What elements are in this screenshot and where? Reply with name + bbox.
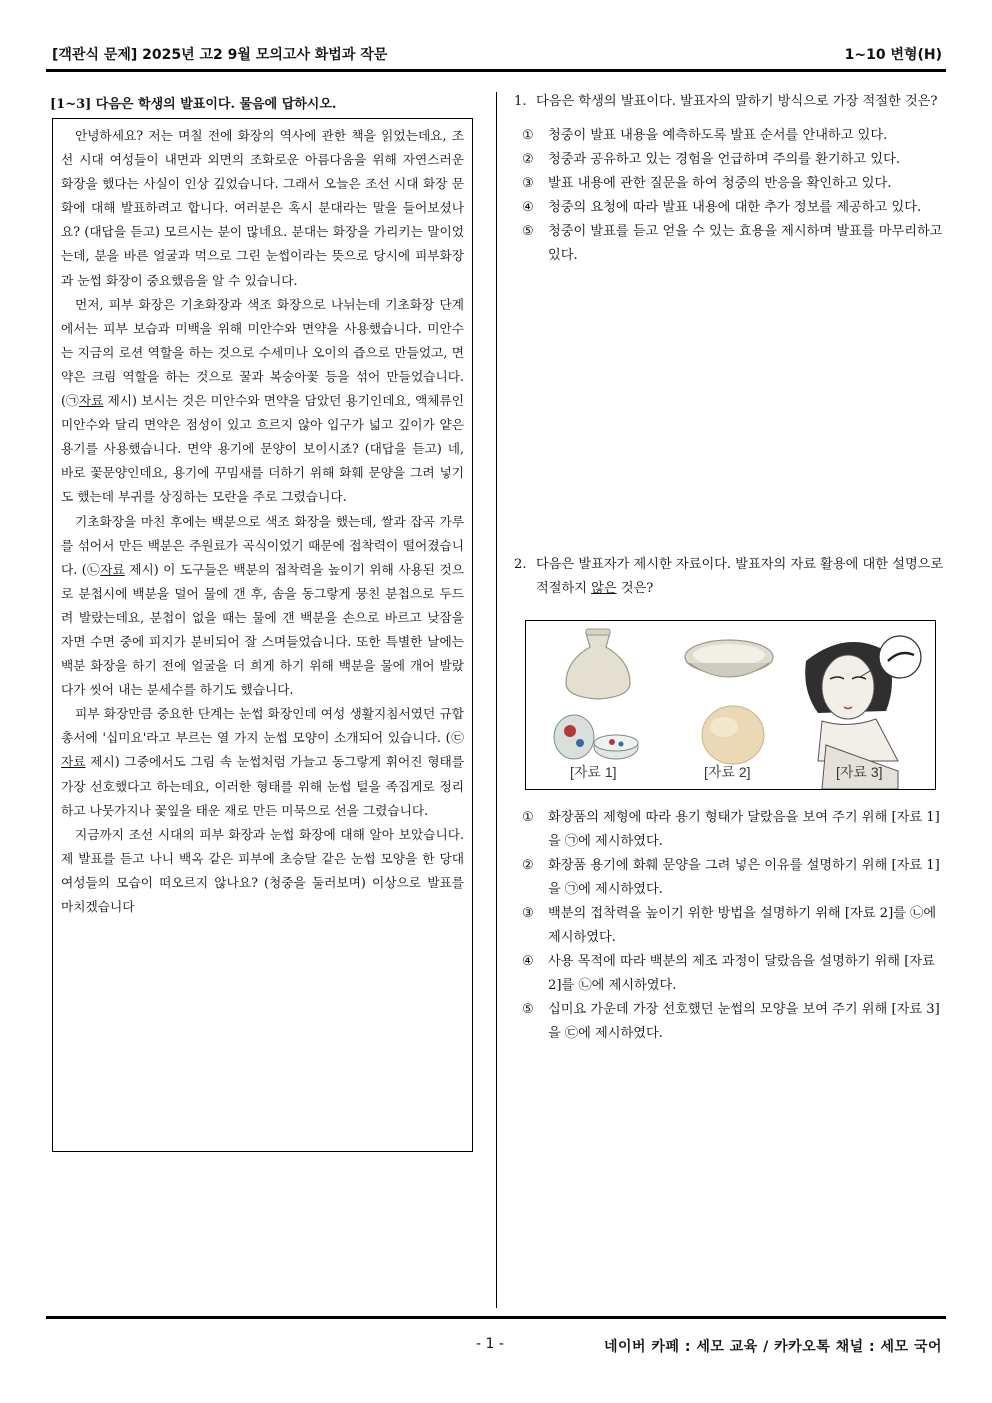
material-ref-2: 자료 — [100, 561, 125, 577]
header-range: 1~10 변형(H) — [844, 47, 942, 63]
q2-option-1[interactable]: ① 화장품의 제형에 따라 용기 형태가 달랐음을 보여 주기 위해 [자료 1]을 ㉠에 제시하였다. — [522, 810, 940, 849]
column-divider — [496, 92, 497, 1308]
cream-dish-icon — [685, 640, 773, 677]
question-1-options — [514, 124, 946, 268]
passage-paragraph-2: 먼저, 피부 화장은 기초화장과 색조 화장으로 나뉘는데 기초화장 단계에서는 피부 보습과 미백을 위해 미안수와 면약을 사용했습니다. 미안수는 지금의 로션 역할을 하는 것으로 수세미나 오이의 즙으로 만들었고, 면약은 크림 역할을 하는 것으로 꿀과 복숭아꽃 등을 섞어 만들었습니다. (㉠자료 제시) 보시는 것은 미안수와 면약을 담았던 용기인데요, 액체류인 미안수와 달리 면약은 점성이 있고 흐르지 않아 입구가 넓고 깊이가 얕은 용기를 사용했습니다. 면약 용기에 문양이 보이시죠? (대답을 듣고) 네, 바로 꽃문양인데요, 용기에 꾸밈새를 더하기 위해 화훼 문양을 그려 넣기도 했는데 부귀를 상징하는 모란을 주로 그렸습니다. — [61, 296, 464, 505]
material-ref-3: 자료 — [61, 754, 86, 770]
materials-figure — [525, 620, 936, 790]
question-2 — [514, 553, 946, 601]
passage-paragraph-4: 피부 화장만큼 중요한 단계는 눈썹 화장인데 여성 생활지침서였던 규합총서에 '십미요'라고 부르는 열 가지 눈썹 모양이 소개되어 있습니다. (㉢자료 제시) 그중에서도 그림 속 눈썹처럼 가늘고 동그랗게 휘어진 형태를 가장 선호했다고 하는데요, 이러한 형태를 위해 눈썹 털을 족집게로 정리하고 나뭇가지나 꽃잎을 태운 재로 만든 미묵으로 선을 그렸습니다. — [61, 706, 464, 818]
q2-option-5[interactable]: ⑤ 십미요 가운데 가장 선호했던 눈썹의 모양을 보여 주기 위해 [자료 3]을 ㉢에 제시하였다. — [522, 1002, 940, 1041]
passage-paragraph-3: 기초화장을 마친 후에는 백분으로 색조 화장을 했는데, 쌀과 잡곡 가루를 섞어서 만든 백분은 주원료가 곡식이었기 때문에 접착력이 떨어졌습니다. (㉡자료 제시) 이 도구들은 백분의 접착력을 높이기 위해 사용된 것으로 분첩시에 백분을 덜어 물에 갠 후, 솜을 동그랗게 뭉친 분첩으로 두드려 발랐는데요, 분첩이 없을 때는 물에 갠 백분을 손으로 바르고 낮잠을 자면 수면 중에 피지가 분비되어 잘 스며들었습니다. 또한 특별한 날에는 백분 화장을 하기 전에 얼굴을 더 희게 하기 위해 백분을 물에 개어 발랐다가 씻어 내는 분세수를 하기도 했습니다. — [61, 513, 464, 698]
figure-caption-2: [자료 2] — [704, 764, 751, 780]
question-2-stem: 2. 다음은 발표자가 제시한 자료이다. 발표자의 자료 활용에 대한 설명으로 적절하지 않은 것은? — [514, 557, 944, 596]
section-heading: [1~3] 다음은 학생의 발표이다. 물음에 답하시오. — [50, 97, 337, 112]
q2-option-4[interactable]: ④ 사용 목적에 따라 백분의 제조 과정이 달랐음을 설명하기 위해 [자료 2]를 ㉡에 제시하였다. — [522, 954, 935, 993]
question-2-options — [514, 806, 946, 1046]
q1-option-1[interactable]: ① 청중이 발표 내용을 예측하도록 발표 순서를 안내하고 있다. — [522, 128, 888, 143]
powder-puff-icon — [702, 706, 764, 764]
question-1-stem: 1. 다음은 학생의 발표이다. 발표자의 말하기 방식으로 가장 적절한 것은? — [514, 94, 938, 109]
header-title: [객관식 문제] 2025년 고2 9월 모의고사 화법과 작문 — [52, 47, 388, 63]
q2-option-2[interactable]: ② 화장품 용기에 화훼 문양을 그려 넣은 이유를 설명하기 위해 [자료 1]을 ㉠에 제시하였다. — [522, 858, 940, 897]
passage-box — [52, 118, 473, 1152]
page-number: - 1 - — [476, 1336, 504, 1352]
q1-option-4[interactable]: ④ 청중의 요청에 따라 발표 내용에 대한 추가 정보를 제공하고 있다. — [522, 200, 922, 215]
q2-option-3[interactable]: ③ 백분의 접착력을 높이기 위한 방법을 설명하기 위해 [자료 2]를 ㉡에 제시하였다. — [522, 906, 937, 945]
figure-caption-3: [자료 3] — [836, 764, 883, 780]
question-2-options-block — [514, 806, 946, 1046]
passage-paragraph-5: 지금까지 조선 시대의 피부 화장과 눈썹 화장에 대해 알아 보았습니다. 제 발표를 듣고 나니 백옥 같은 피부에 초승달 같은 눈썹 모양을 한 당대 여성들의 모습이 떠오르지 않나요? (청중을 둘러보며) 이상으로 발표를 마치겠습니다 — [61, 826, 464, 914]
lotion-jar-icon — [566, 629, 630, 699]
footer-rule — [46, 1316, 946, 1319]
question-1 — [514, 90, 946, 268]
figure-caption-1: [자료 1] — [570, 764, 617, 780]
passage-paragraph-1: 안녕하세요? 저는 며칠 전에 화장의 역사에 관한 책을 읽었는데요, 조선 시대 여성들이 내면과 외면의 조화로운 아름다움을 위해 자연스러운 화장을 했다는 사실이 인상 깊었습니다. 그래서 오늘은 조선 시대 화장 문화에 대해 발표하려고 합니다. 여러분은 혹시 분대라는 말을 들어보셨나요? (대답을 듣고) 모르시는 분이 많네요. 분대는 화장을 가리키는 말이었는데, 분을 바른 얼굴과 먹으로 그린 눈썹이라는 뜻으로 당시에 피부화장과 눈썹 화장이 중요했음을 알 수 있습니다. — [61, 128, 464, 288]
q1-option-5[interactable]: ⑤ 청중이 발표를 듣고 얻을 수 있는 효용을 제시하며 발표를 마무리하고 있다. — [522, 224, 943, 263]
material-ref-1: 자료 — [78, 393, 104, 409]
q1-option-2[interactable]: ② 청중과 공유하고 있는 경험을 언급하며 주의를 환기하고 있다. — [522, 152, 901, 167]
q1-option-3[interactable]: ③ 발표 내용에 관한 질문을 하여 청중의 반응을 확인하고 있다. — [522, 176, 892, 191]
footer-channel-text: 네이버 카페 : 세모 교육 / 카카오톡 채널 : 세모 국어 — [603, 1339, 942, 1355]
powder-case-icon — [554, 715, 638, 759]
header-rule — [46, 69, 946, 72]
